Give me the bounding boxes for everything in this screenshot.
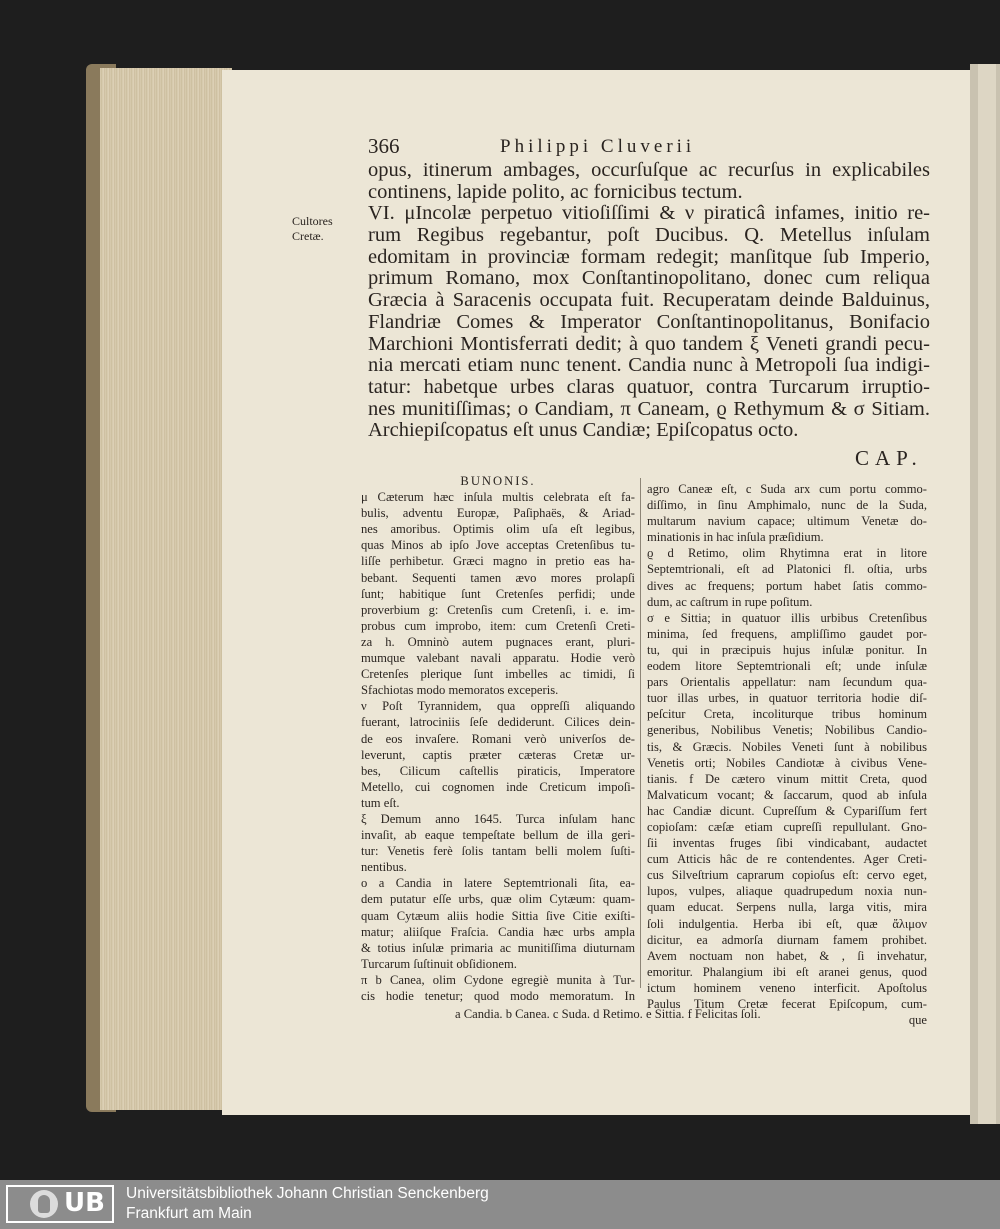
commentary-line: hac Candiæ dicunt. Cupreſſum & Cypariſſum fert [647,803,927,818]
commentary-line: eodem litore Septemtrionali eſt; unde inſulæ [647,659,927,674]
commentary-line: emoritur. Phalangium ibi eſt aranei genus, quod [647,964,927,979]
commentary-line: dicitur, ea admorſa diurnam famem prohibet. [647,932,927,947]
facing-page-edge [970,64,1000,1124]
commentary-line: ſii inventas fruges ſibi vindicabant, audactet [647,836,927,851]
margin-note [292,214,333,244]
logo-text: UB [64,1188,105,1218]
commentary-line: ictum hominem veneno interficit. Apoſtolus [647,980,927,995]
main-text-line: tatur: habetque urbes claras quatuor, contra Turcarum irruptio- [368,376,930,398]
commentary-line: ο a Candia in latere Septemtrionali ſita, ea- [361,876,635,891]
running-title: Philippi Cluverii [500,136,696,157]
commentary-line: fuerant, latrociniis ſeſe dediderunt. Cilices dein- [361,715,635,730]
commentary-line: Avem noctuam non habet, & , ſi invehatur, [647,948,927,963]
commentary-line: bulis, adventu Europæ, Paſiphaës, & Ariad- [361,506,635,521]
commentary-line: dives ac frequens; portum habet ſatis commo- [647,578,927,593]
main-text-line: Archiepiſcopatus eſt unus Candiæ; Epiſcopatus octo. [368,420,799,442]
main-text-line: Marchioni Montisferrati dedit; à quo tandem ξ Veneti grandi pecu- [368,333,930,355]
main-text-line: nia mercati etiam nunc tenent. Candia nunc à Metropoli ſua indigi- [368,355,930,377]
commentary-line: minima, ſed frequens, ampliſſimo gaudet por- [647,626,927,641]
commentary-line: Paulus Titum Cretæ fecerat Epiſcopum, cum- [647,997,927,1011]
main-text-block [368,160,930,442]
commentary-line: copioſam: cæſæ etiam cupreſſi repullulant. Gno- [647,819,927,834]
commentary-line: tuor illas urbes, in quatuor territoria hodie diſ- [647,691,927,706]
commentary-line: ν Poſt Tyrannidem, qua oppreſſi aliquando [361,699,635,714]
commentary-line: liſſe perhibetur. Græci magno in pretio eas ha- [361,554,635,569]
commentary-line: probus cum improbo, item: cum Cretenſi Creti- [361,618,635,633]
commentary-line: Venetis orti; Nobiles Candiotæ à civibus Vene- [647,755,927,770]
main-text-line: VI. μIncolæ perpetuo vitioſiſſimi & ν piraticâ infames, initio re- [368,203,930,225]
library-location: Frankfurt am Main [126,1205,252,1222]
commentary-line: proverbium g: Cretenſis cum Cretenſi, i. e. im- [361,602,635,617]
commentary-line: za h. Omninò autem pugnaces erant, pluri- [361,634,635,649]
commentary-line: Septemtrionali, eſt ad Platonici fl. oſtia, urbs [647,562,927,577]
commentary-line: nes amoribus. Optimis olim uſa eſt legibus, [361,522,635,537]
catchword-small: que [908,1013,927,1028]
page-header [368,134,928,160]
commentary-line: minationis in hac inſula præſidium. [647,530,824,545]
margin-note-line: Cultores [292,214,333,228]
portrait-icon [30,1190,58,1218]
commentary-line: cum Atticis hâc de re contendentes. Ager Creti- [647,852,927,867]
commentary-line: ſunt; habitique ſunt Cretenſes perfidi; unde [361,586,635,601]
commentary-line: multarum navium capace; ultimum Venetæ do- [647,514,927,529]
commentary-heading: BUNONIS. [460,474,536,488]
page-number: 366 [368,134,400,158]
commentary-line: quam educat. Serpens nulla, larga vitis, mira [647,900,927,915]
commentary-line: dem putatur eſſe urbs, quæ olim Cytæum: quam- [361,892,635,907]
commentary-line: de eos invaſere. Romani verò univerſos de- [361,731,635,746]
commentary-line: tum eſt. [361,795,400,810]
main-text-line: Græcia à Saracenis occupata fuit. Recuperatam deinde Balduinus, [368,290,930,312]
commentary-line: Metello, cui cognomen inde Creticum impoſi- [361,779,635,794]
commentary-line: dum, ac caſtrum in rupe poſitum. [647,594,813,609]
commentary-line: ſoli indulgentia. Herba ibi eſt, quæ ἄλιμον [647,916,927,931]
commentary-line: diſſimo, in ſinu Amphimalo, nunc de la Suda, [647,498,927,513]
main-text-line: continens, lapide polito, ac fornicibus tectum. [368,181,743,203]
commentary-line: quas Minos ab ipſo Jove acceptas Cretenſibus tu- [361,538,635,553]
commentary-line: Turcarum ſuſtinuit obſidionem. [361,956,517,971]
main-text-line: opus, itinerum ambages, occurſuſque ac recurſus in explicabiles [368,160,930,181]
commentary-line: cus Silveſtrium caprarum copioſus eſt: cervo eget, [647,868,927,883]
commentary-line: μ Cæterum hæc inſula multis celebrata eſt fa- [361,490,635,505]
commentary-line: tianis. f De cætero vinum mittit Creta, quod [647,771,927,786]
commentary-right-column [647,481,927,1028]
footnote-line: a Candia. b Canea. c Suda. d Retimo. e Sittia. f Felicitas ſoli. [455,1007,761,1021]
page-block-edges [100,68,232,1110]
commentary-line: ϱ d Retimo, olim Rhytimna erat in litore [647,546,927,561]
main-text-line: primum Romano, mox Conſtantinopolitano, donec cum reliqua [368,268,930,290]
commentary-line: agro Caneæ eſt, c Suda arx cum portu commo- [647,482,927,496]
margin-note-line: Cretæ. [292,229,324,243]
commentary-line: peſcitur Creta, incoliturque tribus hominum [647,707,927,722]
commentary-line: quam Cytæum aliis hodie Sittia ſive Citie exiſti- [361,908,635,923]
commentary-line: cis hodie tenetur; quod modo memoratum. In [361,989,635,1003]
commentary-line: tur: Venetis ferè ſolis tantam belli molem ſuſti- [361,844,635,859]
commentary-line: & totius inſulæ primaria ac munitiſſima diuturnam [361,940,635,955]
commentary-line: generibus, Nobilibus Venetis; Nobilibus Candio- [647,723,927,738]
commentary-line: bes, Cilicum caſtellis piraticis, Imperatore [361,763,635,778]
column-divider [640,478,641,988]
library-footer [0,1180,1000,1229]
commentary-line: Cretenſes plerique ſunt imbelles ac timidi, ſi [361,667,635,682]
main-text-line: edomitam in provinciæ formam redegit; manſitque ſub Imperio, [368,246,930,268]
commentary-line: leverunt, captis præter cæteras Cretæ ur- [361,747,635,762]
commentary-line: invaſit, ab eaque tempeſtate bellum de illa geri- [361,828,635,843]
main-text-line: Flandriæ Comes & Imperator Conſtantinopolitanus, Bonifacio [368,311,930,333]
catchword: CAP. [855,446,923,470]
commentary-line: pars Orientalis appellatur: nam ſecundum qua- [647,675,927,690]
commentary-line: σ e Sittia; in quatuor illis urbibus Cretenſibus [647,610,927,625]
commentary-line: π b Canea, olim Cydone egregiè munita à Tur- [361,972,635,987]
commentary-line: mumque valebant navali apparatu. Hodie verò [361,651,635,666]
commentary-left-column [361,473,635,1004]
commentary-line: bebant. Sequenti tamen ævo mores prolapſi [361,570,635,585]
commentary-line: Malvaticum vocant; & ſaccarum, quod ab inſula [647,787,927,802]
commentary-line: nentibus. [361,860,407,875]
library-name: Universitätsbibliothek Johann Christian Senckenberg [126,1185,489,1202]
main-text-line: rum Regibus regebantur, poſt Ducibus. Q. Metellus inſulam [368,225,930,247]
commentary-line: tis, & Græcis. Nobiles Veneti ſunt à nobilibus [647,739,927,754]
library-logo[interactable] [6,1185,114,1223]
main-text-line: nes munitiſſimas; ο Candiam, π Caneam, ϱ Rethymum & σ Sitiam. [368,398,930,420]
commentary-line: tu, qui in præcipuis hujus inſulæ ponitur. In [647,642,927,657]
commentary-line: matur; aliiſque Fraſcia. Candia hæc urbs ampla [361,924,635,939]
commentary-line: lupos, vulpes, aliaque quadrupedum noxia nun- [647,884,927,899]
commentary-line: ξ Demum anno 1645. Turca inſulam hanc [361,811,635,826]
commentary-line: Sfachiotas modo memoratos exceperis. [361,683,559,698]
